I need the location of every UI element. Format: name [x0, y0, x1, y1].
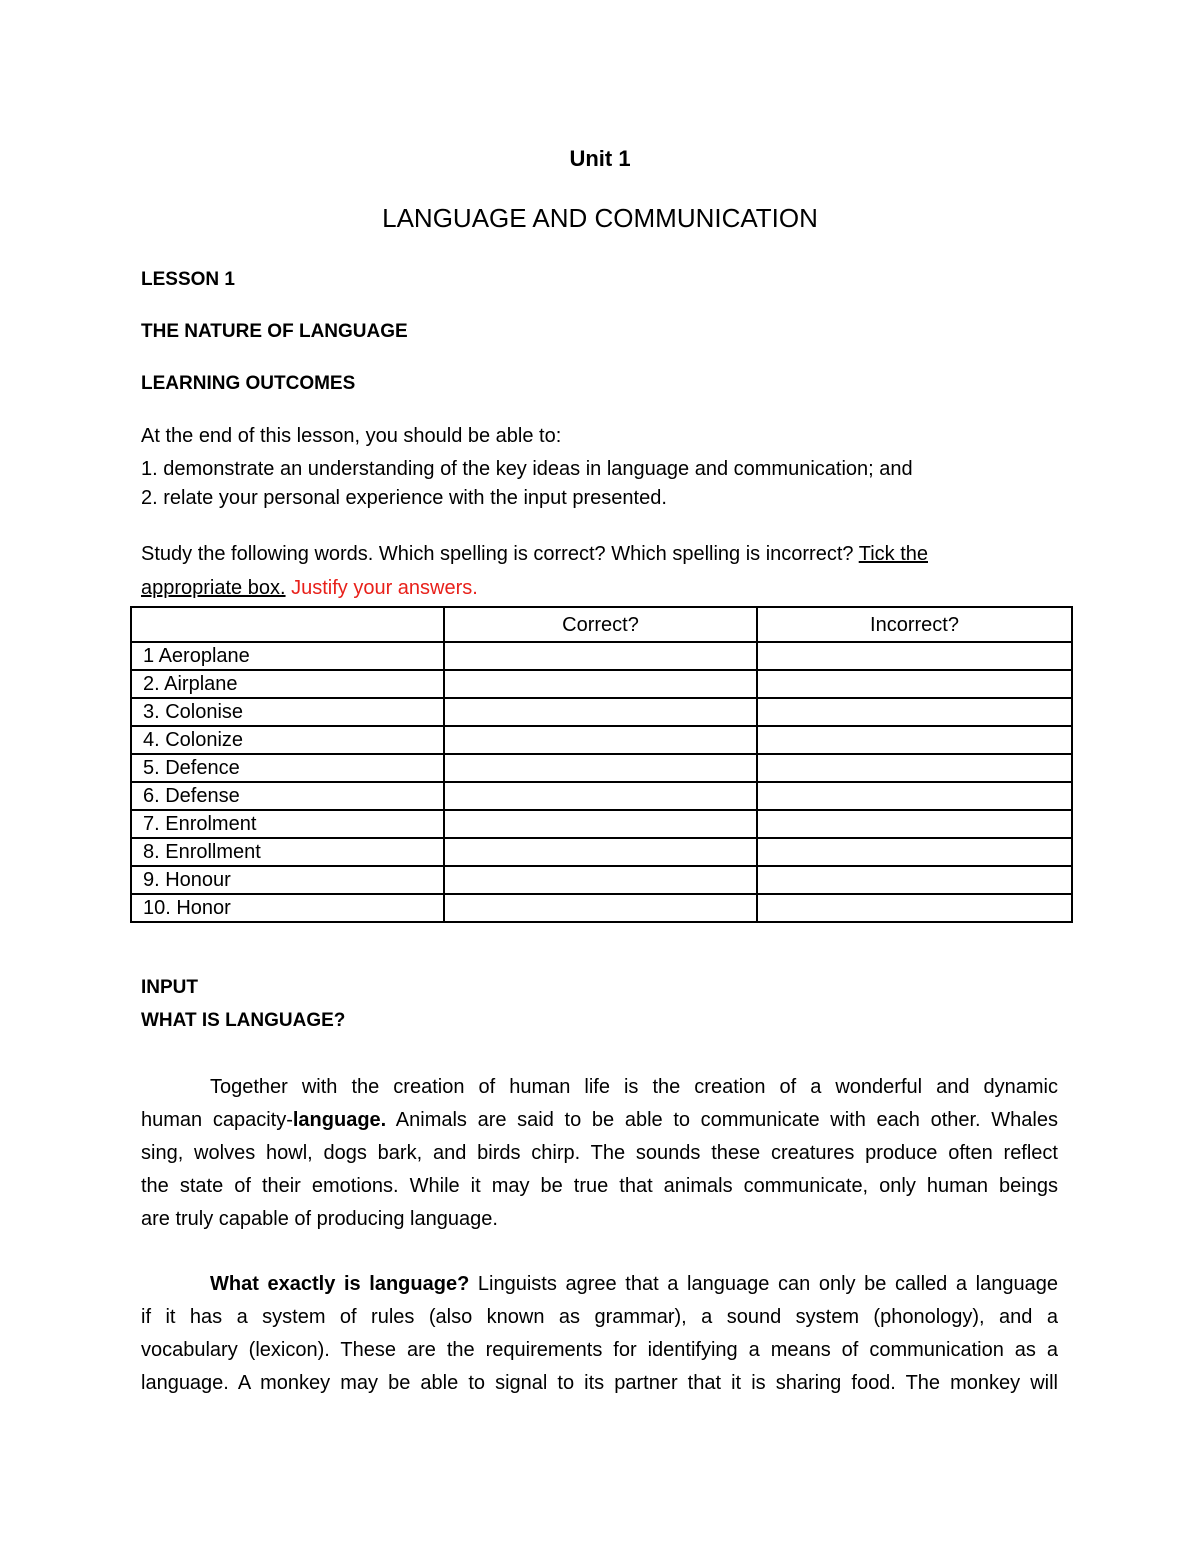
- table-row: [131, 894, 1072, 922]
- word-cell: 10. Honor: [131, 894, 444, 922]
- table-row: [131, 670, 1072, 698]
- paragraph-2-bold: What exactly is language?: [210, 1273, 470, 1295]
- table-header-cell-correct: Correct?: [444, 607, 757, 642]
- paragraph-2-line: if it has a system of rules (also known as grammar), a sound system (phonology), and a: [141, 1306, 1058, 1328]
- unit-label: Unit 1: [569, 146, 631, 171]
- paragraph-1-line: Together with the creation of human life is the creation of a wonderful and dynamic: [210, 1076, 1058, 1098]
- paragraph-1-line: sing, wolves howl, dogs bark, and birds chirp. The sounds these creatures produce often reflect: [141, 1142, 1058, 1164]
- correct-checkbox-cell[interactable]: [444, 670, 757, 698]
- incorrect-checkbox-cell[interactable]: [757, 670, 1072, 698]
- page-title: LANGUAGE AND COMMUNICATION: [382, 203, 818, 233]
- correct-checkbox-cell[interactable]: [444, 754, 757, 782]
- table-row: [131, 754, 1072, 782]
- lesson-number: LESSON 1: [141, 269, 235, 290]
- lesson-name: THE NATURE OF LANGUAGE: [141, 321, 408, 342]
- instruction-line-1: [141, 543, 928, 566]
- outcomes-heading: LEARNING OUTCOMES: [141, 373, 356, 394]
- table-row: [131, 838, 1072, 866]
- instruction-text: Study the following words. Which spelling is correct? Which spelling is incorrect?: [141, 543, 859, 565]
- input-subheading: WHAT IS LANGUAGE?: [141, 1010, 346, 1031]
- word-cell: 2. Airplane: [131, 670, 444, 698]
- paragraph-2-text: Linguists agree that a language can only be called a language: [469, 1273, 1058, 1295]
- correct-checkbox-cell[interactable]: [444, 726, 757, 754]
- paragraph-2-line: language. A monkey may be able to signal to its partner that it is sharing food. The monkey will: [141, 1372, 1058, 1394]
- incorrect-checkbox-cell[interactable]: [757, 698, 1072, 726]
- paragraph-2-line: [141, 1268, 1058, 1301]
- incorrect-checkbox-cell[interactable]: [757, 866, 1072, 894]
- incorrect-checkbox-cell[interactable]: [757, 726, 1072, 754]
- incorrect-checkbox-cell[interactable]: [757, 782, 1072, 810]
- table-row: [131, 698, 1072, 726]
- instruction-line-2: [141, 577, 478, 600]
- paragraph-1-line: the state of their emotions. While it may be true that animals communicate, only human beings: [141, 1175, 1058, 1197]
- correct-checkbox-cell[interactable]: [444, 782, 757, 810]
- correct-checkbox-cell[interactable]: [444, 838, 757, 866]
- input-heading: INPUT: [141, 977, 198, 998]
- outcome-item-2: 2. relate your personal experience with the input presented.: [141, 487, 667, 509]
- correct-checkbox-cell[interactable]: [444, 642, 757, 670]
- incorrect-checkbox-cell[interactable]: [757, 642, 1072, 670]
- table-header-row: [131, 607, 1072, 642]
- paragraph-1-bold: language.: [292, 1109, 387, 1131]
- table-row: [131, 642, 1072, 670]
- paragraph-1-text: human capacity-: [141, 1109, 293, 1131]
- instruction-tick-part1: Tick the: [858, 543, 928, 565]
- instruction-tick-part2: appropriate box.: [141, 577, 286, 599]
- paragraph-1-line: are truly capable of producing language.: [141, 1208, 498, 1230]
- word-cell: 3. Colonise: [131, 698, 444, 726]
- word-cell: 5. Defence: [131, 754, 444, 782]
- correct-checkbox-cell[interactable]: [444, 810, 757, 838]
- table-row: [131, 782, 1072, 810]
- word-cell: 7. Enrolment: [131, 810, 444, 838]
- table-header-cell-word: [131, 607, 444, 642]
- paragraph-1-line: [141, 1104, 1058, 1137]
- correct-checkbox-cell[interactable]: [444, 894, 757, 922]
- instruction-justify: Justify your answers.: [285, 577, 478, 599]
- correct-checkbox-cell[interactable]: [444, 866, 757, 894]
- paragraph-2: [141, 1268, 1058, 1400]
- table-row: [131, 866, 1072, 894]
- outcome-item-1: 1. demonstrate an understanding of the key ideas in language and communication; and: [141, 458, 913, 480]
- word-cell: 9. Honour: [131, 866, 444, 894]
- incorrect-checkbox-cell[interactable]: [757, 754, 1072, 782]
- correct-checkbox-cell[interactable]: [444, 698, 757, 726]
- paragraph-2-line: vocabulary (lexicon). These are the requirements for identifying a means of communication as a: [141, 1339, 1058, 1361]
- word-cell: 1 Aeroplane: [131, 642, 444, 670]
- spelling-table: [130, 606, 1073, 923]
- paragraph-1-text: Animals are said to be able to communicate with each other. Whales: [386, 1109, 1058, 1131]
- incorrect-checkbox-cell[interactable]: [757, 838, 1072, 866]
- word-cell: 6. Defense: [131, 782, 444, 810]
- word-cell: 4. Colonize: [131, 726, 444, 754]
- table-row: [131, 726, 1072, 754]
- table-row: [131, 810, 1072, 838]
- incorrect-checkbox-cell[interactable]: [757, 810, 1072, 838]
- table-header-cell-incorrect: Incorrect?: [757, 607, 1072, 642]
- incorrect-checkbox-cell[interactable]: [757, 894, 1072, 922]
- outcomes-intro: At the end of this lesson, you should be able to:: [141, 425, 562, 447]
- word-cell: 8. Enrollment: [131, 838, 444, 866]
- paragraph-1: [141, 1071, 1058, 1236]
